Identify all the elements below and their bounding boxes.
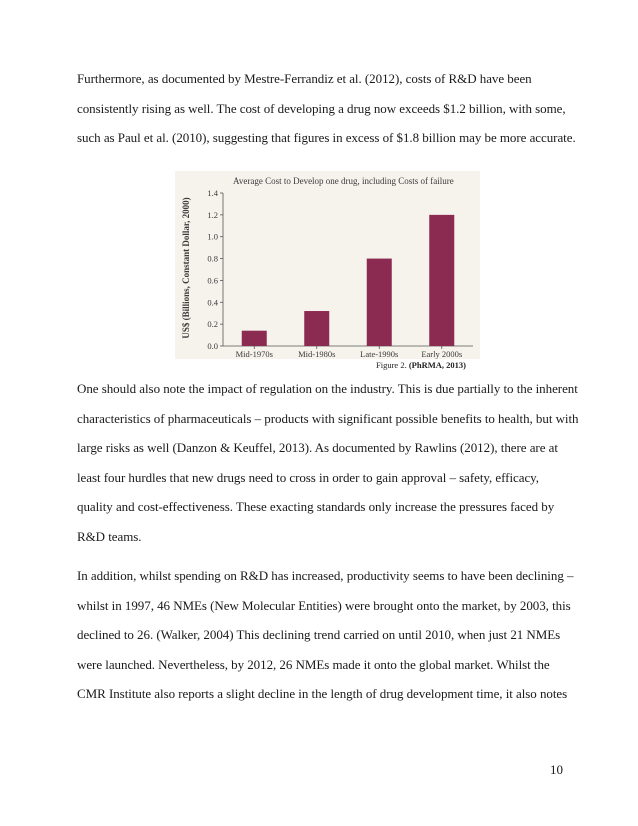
text-line: declined to 26. (Walker, 2004) This declining trend carried on until 2010, when just 21 NMEs [77, 627, 561, 642]
text-line: whilst in 1997, 46 NMEs (New Molecular Entities) were brought onto the market, by 2003, this [77, 597, 571, 613]
paragraph-rd-costs [77, 64, 576, 153]
text-line: were launched. Nevertheless, by 2012, 26 NMEs made it onto the global market. Whilst the [77, 656, 550, 672]
text-line: consistently rising as well. The cost of developing a drug now exceeds $1.2 billion, with some, [77, 100, 566, 116]
y-tick-label: 0.8 [207, 253, 218, 264]
text-line: Furthermore, as documented by Mestre-Ferrandiz et al. (2012), costs of R&D have been [77, 71, 532, 86]
text-line: large risks as well (Danzon & Keuffel, 2013). As documented by Rawlins (2012), there are at [77, 440, 558, 455]
bar [304, 311, 329, 346]
text-line: characteristics of pharmaceuticals – products with significant possible benefits to health, but with [77, 410, 579, 426]
x-tick-label: Mid-1970s [235, 349, 273, 359]
bar [429, 215, 454, 346]
cost-bar-chart [175, 171, 480, 359]
figure-caption [376, 360, 466, 370]
caption-source: (PhRMA, 2013) [408, 360, 466, 370]
paragraph-productivity [77, 561, 574, 709]
chart-title: Average Cost to Develop one drug, including Costs of failure [233, 176, 454, 186]
x-tick-label: Late-1990s [360, 349, 399, 359]
cost-chart [175, 171, 480, 359]
text-line: CMR Institute also reports a slight decline in the length of drug development time, it also notes [77, 686, 568, 701]
x-tick-label: Mid-1980s [298, 349, 336, 359]
paragraph-regulation [77, 374, 579, 551]
text-line: such as Paul et al. (2010), suggesting that figures in excess of $1.8 billion may be more accurate. [77, 130, 576, 145]
text-line: One should also note the impact of regulation on the industry. This is due partially to the inherent [77, 381, 578, 396]
text-line: quality and cost-effectiveness. These exacting standards only increase the pressures faced by [77, 499, 555, 514]
y-tick-label: 0.6 [207, 275, 218, 286]
caption-prefix: Figure 2. [376, 360, 409, 370]
bar [242, 331, 267, 346]
y-tick-label: 1.0 [207, 231, 218, 242]
text-line: least four hurdles that new drugs need to cross in order to gain approval – safety, efficacy, [77, 469, 539, 485]
y-tick-label: 0.2 [207, 319, 218, 330]
page-number: 10 [550, 762, 563, 777]
text-line: In addition, whilst spending on R&D has increased, productivity seems to have been declining – [77, 568, 574, 583]
y-tick-label: 0.4 [207, 297, 218, 308]
bar [367, 259, 392, 346]
y-tick-label: 1.4 [207, 188, 218, 198]
y-tick-label: 1.2 [207, 209, 218, 220]
y-tick-label: 0.0 [207, 341, 218, 351]
x-tick-label: Early 2000s [421, 349, 463, 359]
y-axis-label: US$ (Billions, Constant Dollar, 2000) [181, 197, 191, 339]
text-line: R&D teams. [77, 528, 142, 544]
